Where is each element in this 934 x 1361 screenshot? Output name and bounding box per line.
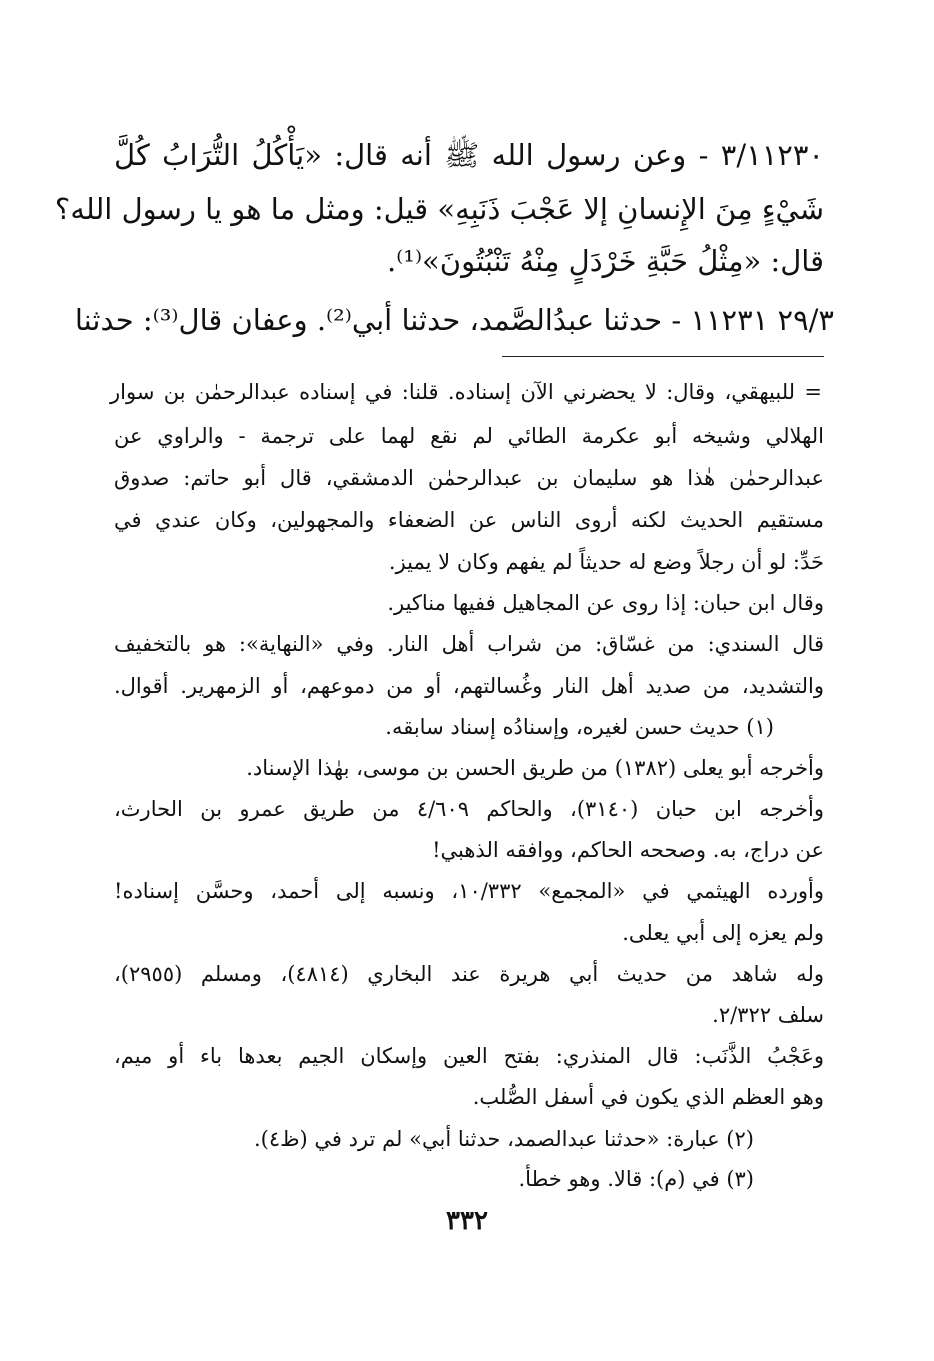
footnote-line-3: عبدالرحمٰن هٰذا هو سليمان بن عبدالرحمٰن الدمشقي، قال أبو حاتم: صدوق <box>114 466 824 490</box>
footnote-1-line-4: عن دراج، به. وصححه الحاكم، ووافقه الذهبي! <box>432 838 824 862</box>
main-text-line-4: ٢٩/٣ ١١٢٣١ - حدثنا عبدُالصَّمد، حدثنا أبي⁽²⁾. وعفان قال⁽³⁾: حدثنا <box>74 303 834 337</box>
footnote-line-7: قال السندي: من غسّاق: من شراب أهل النار. وفي «النهاية»: هو بالتخفيف <box>114 632 824 656</box>
footnote-divider <box>502 356 824 357</box>
footnote-3: (٣) في (م): قالا. وهو خطأ. <box>518 1167 754 1191</box>
footnote-1-line-8: سلف ٢/٣٢٢. <box>712 1003 824 1027</box>
main-text-line-2: شَيْءٍ مِنَ الإِنسانِ إلا عَجْبَ ذَنَبِهِ» قيل: ومثل ما هو يا رسول الله؟ <box>54 192 824 226</box>
footnote-line-5: حَدِّ: لو أن رجلاً وضع له حديثاً لم يفهم وكان لا يميز. <box>388 550 824 574</box>
footnote-line-4: مستقيم الحديث لكنه أروى الناس عن الضعفاء والمجهولين، وكان عندي في <box>114 508 824 532</box>
footnote-1-line-9: وعَجْبُ الذَّنَب: قال المنذري: بفتح العين وإسكان الجيم بعدها باء أو ميم، <box>114 1044 824 1068</box>
footnote-line-8: والتشديد، من صديد أهل النار وغُسالتهم، أو من دموعهم، أو الزمهرير. أقوال. <box>114 674 824 698</box>
footnote-1-line-7: وله شاهد من حديث أبي هريرة عند البخاري (٤٨١٤)، ومسلم (٢٩٥٥)، <box>114 962 824 986</box>
footnote-2: (٢) عبارة: «حدثنا عبدالصمد، حدثنا أبي» لم ترد في (ظ٤). <box>253 1127 754 1151</box>
footnote-line-2: الهلالي وشيخه أبو عكرمة الطائي لم نقع لهما على ترجمة - والراوي عن <box>114 424 824 448</box>
main-text-line-3: قال: «مِثْلُ حَبَّةِ خَرْدَلٍ مِنْهُ تَنْبُتُونَ»⁽¹⁾. <box>386 244 824 278</box>
footnote-line-6: وقال ابن حبان: إذا روى عن المجاهيل ففيها مناكير. <box>387 591 824 615</box>
footnote-1-line-6: ولم يعزه إلى أبي يعلى. <box>622 921 824 945</box>
footnote-1-line-3: وأخرجه ابن حبان (٣١٤٠)، والحاكم ٤/٦٠٩ من طريق عمرو بن الحارث، <box>114 797 825 821</box>
footnote-1-line-2: وأخرجه أبو يعلى (١٣٨٢) من طريق الحسن بن موسى، بهٰذا الإسناد. <box>246 756 824 780</box>
main-text-line-1: ٣/١١٢٣٠ - وعن رسول الله ﷺ أنه قال: «يَأْكُلُ التُّرَابُ كُلَّ <box>114 138 824 172</box>
footnote-1-line-1: (١) حديث حسن لغيره، وإسنادُه إسناد سابقه. <box>385 715 774 739</box>
footnote-line-1: = للبيهقي، وقال: لا يحضرني الآن إسناده. قلنا: في إسناده عبدالرحمٰن بن سوار <box>110 380 822 404</box>
footnote-1-line-10: وهو العظم الذي يكون في أسفل الصُّلب. <box>472 1085 824 1109</box>
footnote-1-line-5: وأورده الهيثمي في «المجمع» ١٠/٣٣٢، ونسبه إلى أحمد، وحسَّن إسناده! <box>114 879 825 903</box>
page-number: ٣٣٢ <box>446 1206 488 1236</box>
